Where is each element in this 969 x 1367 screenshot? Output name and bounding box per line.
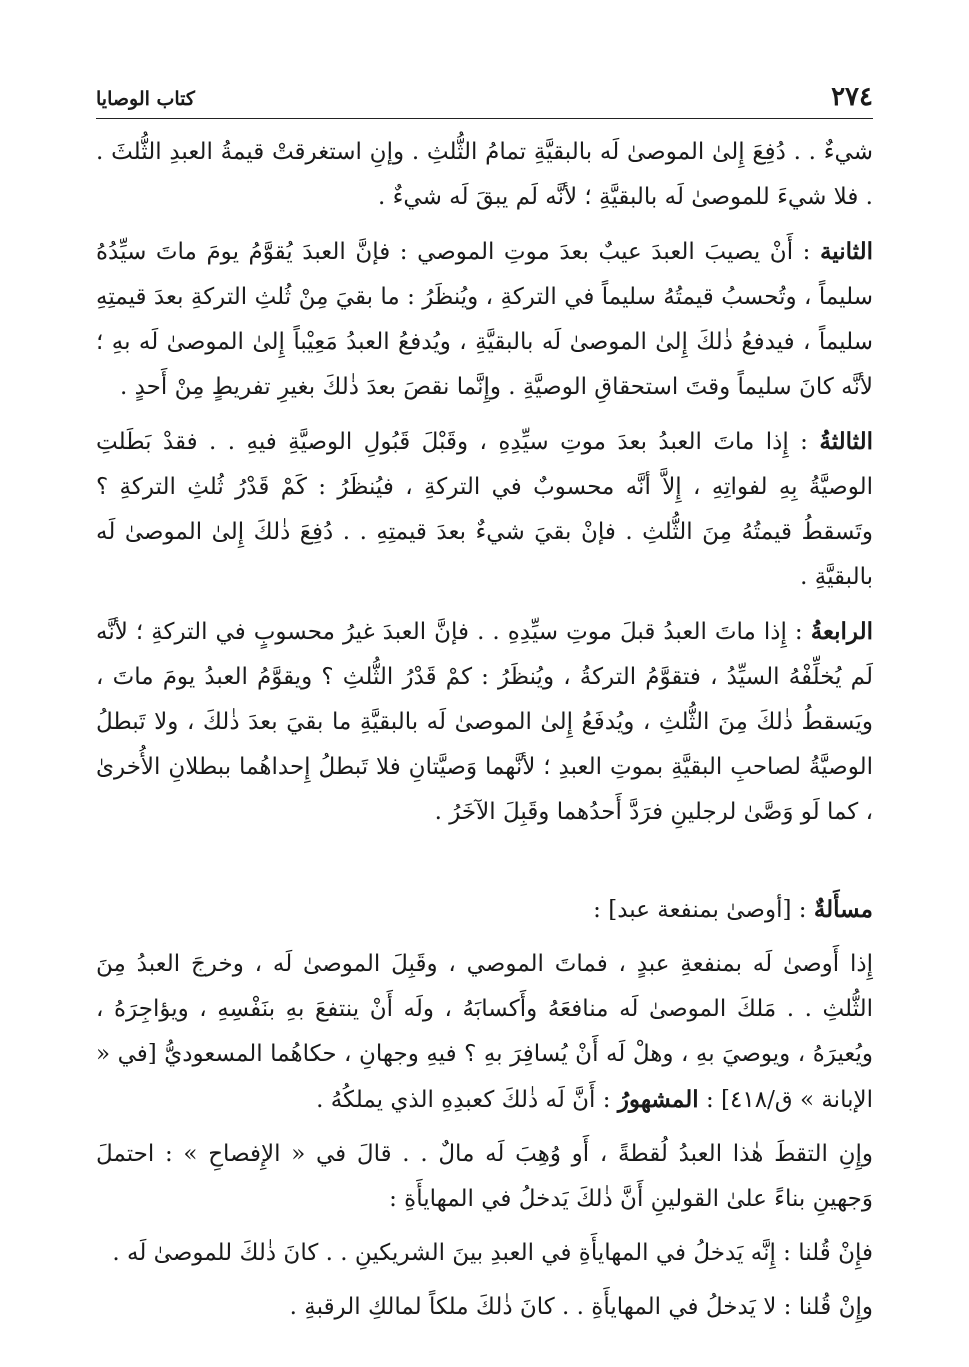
- case-label: الثانية: [819, 238, 873, 265]
- inline-bold-term: المشهورُ: [617, 1086, 699, 1113]
- paragraph-continuation: [96, 130, 873, 220]
- paragraph-text: وإِنِ التقطَ هٰذا العبدُ لُقطةً ، أَو وُهِبَ لَه مالٌ . . قالَ في « الإِفصاحِ » : احتملَ وَجهينِ بناءً علىٰ القولينِ أَنَّ ذٰلكَ يَدخلُ في المهايأَةِ :: [96, 1141, 873, 1212]
- paragraph-case-four: [96, 609, 873, 835]
- paragraph-case-three: [96, 419, 873, 600]
- paragraph-text: : إِذا ماتَ العبدُ قبلَ موتِ سيِّدِهِ . . فإنَّ العبدَ غيرُ محسوبٍ في التركةِ ؛ لأنَّه لَم يُخلِّفْهُ السيِّدُ ، فتقوَّمُ التركةُ ، ويُنظَرُ : كمْ قَدْرُ الثُّلثِ ؟ ويقوَّمُ العبدُ يومَ ماتَ ، ويَسقطُ ذٰلكَ مِنَ الثُّلثِ ، ويُدفَعُ إِلىٰ الموصىٰ لَه بالبقيَّةِ ما بقيَ بعدَ ذٰلكَ ، ولا تَبطلُ الوصيَّةُ لصاحبِ البقيَّةِ بموتِ العبدِ ؛ لأنَّهما وَصيَّتانِ فلا تَبطلُ إِحداهُما ببطلانِ الأُخرىٰ ، كما لَو وَصَّىٰ لرجلينِ فرَدَّ أَحدُهما وقَبِلَ الآخَرُ .: [96, 619, 873, 825]
- masala-section: [96, 887, 873, 1330]
- masala-paragraph: [96, 1285, 873, 1330]
- masala-paragraph: [96, 942, 873, 1123]
- case-label: الرابعةُ: [810, 618, 873, 645]
- masala-topic: : [أوصىٰ بمنفعة عبد] :: [593, 897, 814, 923]
- paragraph-text: فإِنْ قُلنا : إِنَّه يَدخلُ في المهايأَةِ في العبدِ بينَ الشريكينِ . . كانَ ذٰلكَ للموصىٰ لَه .: [112, 1240, 873, 1266]
- masala-label: مسأَلةٌ: [813, 896, 873, 923]
- paragraph-case-two: [96, 229, 873, 410]
- paragraph-text: : أَنْ يصيبَ العبدَ عيبٌ بعدَ موتِ الموصي : فإنَّ العبدَ يُقوَّمُ يومَ ماتَ سيِّدُهُ سليماً ، وتُحسبُ قيمتُهُ سليماً في التركةِ ، ويُنظَرُ : ما بقيَ مِنْ ثُلثِ التركةِ بعدَ قيمتِهِ سليماً ، فيدفعُ ذٰلكَ إِلىٰ الموصىٰ لَه بالبقيَّةِ ، ويُدفعُ العبدُ مَعِيْباً إِلىٰ الموصىٰ لَه بهِ ؛ لأنَّه كانَ سليماً وقتَ استحقاقِ الوصيَّةِ . وإِنَّما نقصَ بعدَ ذٰلكَ بغيرِ تفريطٍ مِنْ أَحدٍ .: [96, 239, 873, 400]
- masala-heading: [96, 887, 873, 933]
- masala-paragraph: [96, 1132, 873, 1222]
- paragraph-text: وإِنْ قُلنا : لا يَدخلُ في المهايأَةِ . . كانَ ذٰلكَ ملكاً لمالكِ الرقبةِ .: [289, 1294, 873, 1320]
- paragraph-text: : إِذا ماتَ العبدُ بعدَ موتِ سيِّدِهِ ، وقَبْلَ قَبُولِ الوصيَّةِ فيهِ . . فقدْ بَطَلتِ الوصيَّةُ بِهِ لفواتِهِ ، إِلاَّ أنَّه محسوبٌ في التركةِ ، فيُنظَرُ : كَمْ قَدْرُ ثُلثِ التركةِ ؟ وتَسقطُ قيمتُهُ مِنَ الثُّلثِ . فإنْ بقيَ شيءٌ بعدَ قيمتِهِ . . دُفِعَ ذٰلكَ إِلىٰ الموصىٰ لَه بالبقيَّةِ .: [96, 429, 873, 590]
- paragraph-text: إِذا أَوصىٰ لَه بمنفعةِ عبدٍ ، فماتَ الموصي ، وقَبِلَ الموصىٰ لَه ، وخرجَ العبدُ مِنَ الثُّلثِ . . مَلكَ الموصىٰ لَه منافعَهُ وأَكسابَهُ ، ولَه أَنْ ينتفعَ بهِ بنَفْسِهِ ، ويؤاجِرَهُ ، ويُعيرَهُ ، ويوصيَ بهِ ، وهلْ لَه أَنْ يُسافِرَ بهِ ؟ فيهِ وجهانِ ، حكاهُما المسعوديُّ [في « الإبانة » ق/٤١٨] :: [96, 951, 873, 1113]
- page-body: [96, 130, 873, 1339]
- masala-paragraph: [96, 1231, 873, 1276]
- page-number: ٢٧٤: [831, 82, 873, 112]
- running-title: كتاب الوصايا: [96, 88, 195, 110]
- case-label: الثالثةُ: [819, 428, 873, 455]
- paragraph-text: شيءٌ . . دُفِعَ إِلىٰ الموصىٰ لَه بالبقيَّةِ تمامُ الثُّلثِ . وإنِ استغرقتْ قيمةُ العبدِ الثُّلثَ . . فلا شيءَ للموصىٰ لَه بالبقيَّةِ ؛ لأنَّه لَم يبقَ لَه شيءٌ .: [96, 139, 873, 210]
- page-header: [96, 78, 873, 119]
- paragraph-text: : أَنَّ لَه ذٰلكَ كعبدِهِ الذي يملكُهُ .: [316, 1087, 618, 1113]
